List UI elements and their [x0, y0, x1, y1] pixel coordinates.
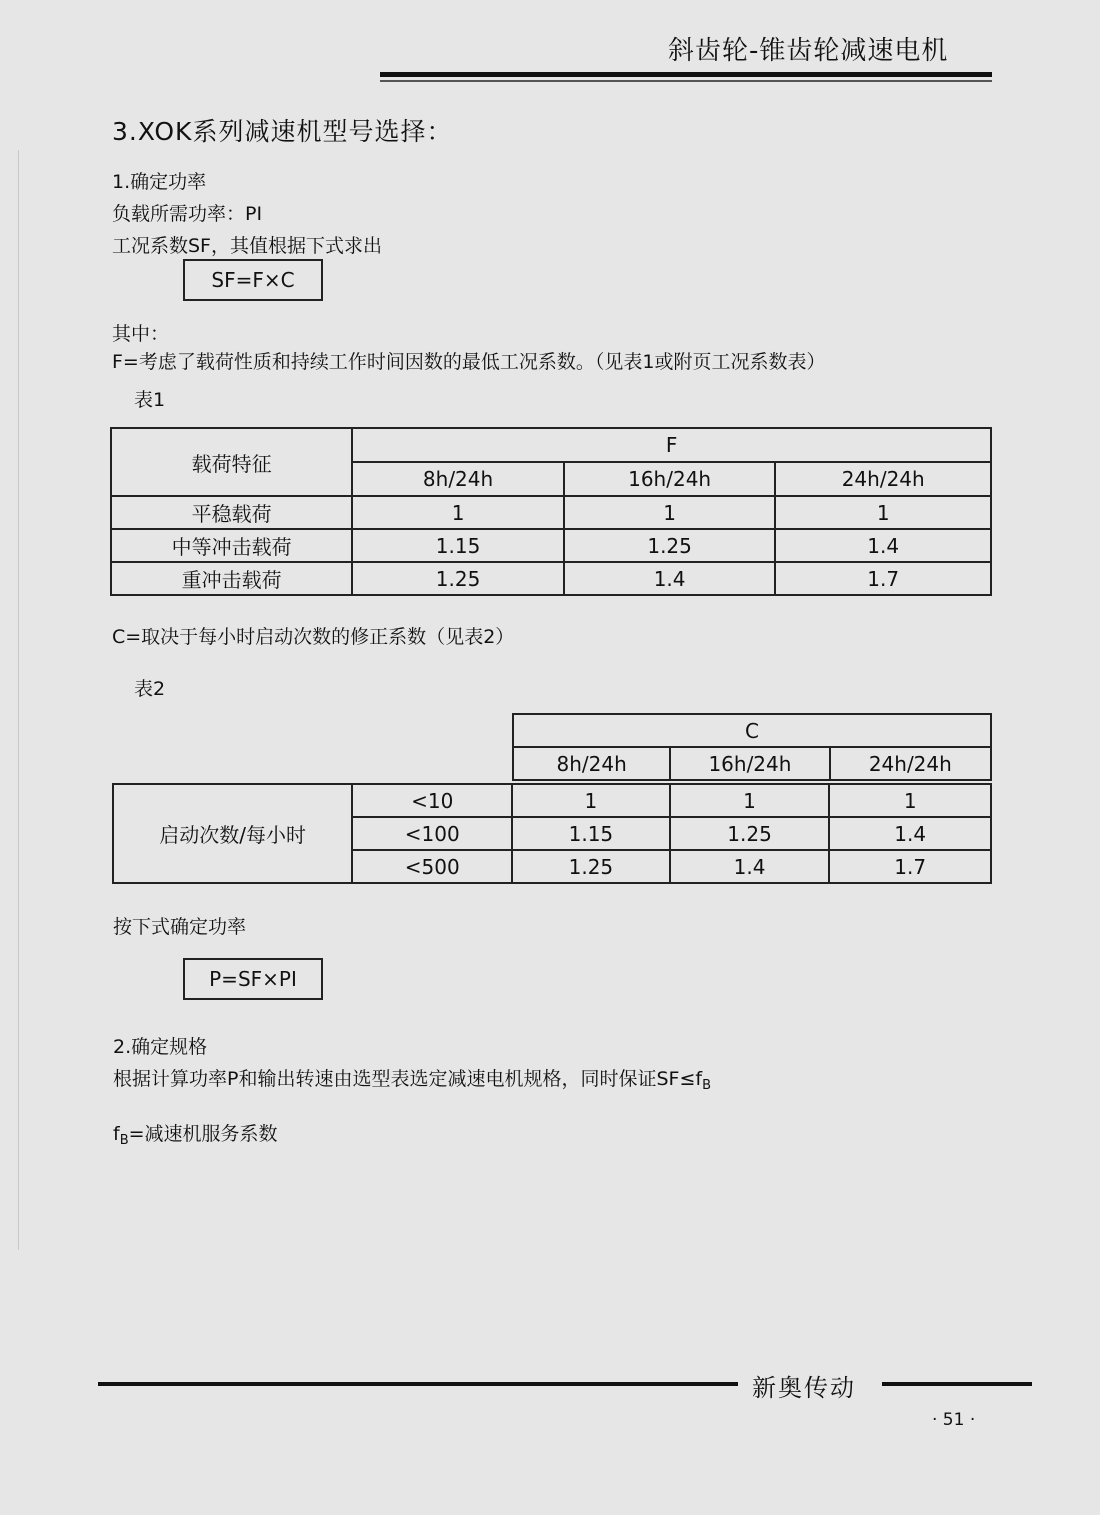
- footer-brand: 新奥传动: [752, 1374, 856, 1402]
- step2-heading: 2.确定规格: [113, 1036, 208, 1058]
- fb-subscript: B: [119, 1133, 129, 1148]
- sf-intro-text: 工况系数SF，其值根据下式求出: [112, 235, 382, 257]
- table2-body: [112, 783, 992, 884]
- f-description: F=考虑了载荷性质和持续工作时间因数的最低工况系数。（见表1或附页工况系数表）: [112, 351, 826, 373]
- table1-cell: 1: [352, 496, 564, 529]
- where-label: 其中：: [112, 323, 170, 345]
- table1-row-label: 平稳载荷: [111, 496, 352, 529]
- table2-cell: 1.25: [512, 850, 670, 883]
- page-number: · 51 ·: [932, 1410, 976, 1430]
- header-rule: [380, 72, 992, 77]
- table2-cell: 1.25: [670, 817, 830, 850]
- table2-cell: 1: [829, 784, 991, 817]
- table1-cell: 1.4: [564, 562, 776, 595]
- table2-row-label: <10: [352, 784, 512, 817]
- table1-cell: 1.25: [352, 562, 564, 595]
- table1-col-header: 8h/24h: [352, 462, 564, 496]
- power-rule-text: 按下式确定功率: [113, 916, 247, 938]
- table2-col-header: 8h/24h: [513, 747, 670, 780]
- table1-caption: 表1: [134, 389, 166, 411]
- table1-cell: 1.7: [775, 562, 991, 595]
- table2-cell: 1: [670, 784, 830, 817]
- table2-cell: 1: [512, 784, 670, 817]
- table1-cell: 1: [775, 496, 991, 529]
- step2-text: [113, 1064, 711, 1093]
- section-title: 3.XOK系列减速机型号选择：: [112, 117, 453, 146]
- table2-col-header: 16h/24h: [670, 747, 829, 780]
- power-formula-box: [183, 958, 323, 1000]
- step2-text-main: 根据计算功率P和输出转速由选型表选定减速电机规格，同时保证SF≤f: [113, 1068, 703, 1090]
- table2-header: [512, 713, 992, 781]
- table2-row-label: <100: [352, 817, 512, 850]
- table2-cell: 1.4: [670, 850, 830, 883]
- table2-caption: 表2: [134, 678, 166, 700]
- table1-row-label: 重冲击载荷: [111, 562, 352, 595]
- table2-cell: 1.7: [829, 850, 991, 883]
- power-formula: P=SF×PI: [209, 967, 297, 991]
- table2-cell: 1.15: [512, 817, 670, 850]
- table1-cell: 1.4: [775, 529, 991, 562]
- c-description: C=取决于每小时启动次数的修正系数（见表2）: [112, 626, 515, 648]
- step2-text-sub: B: [702, 1078, 711, 1093]
- scan-margin-line: [18, 150, 19, 1250]
- load-power-text: 负载所需功率：PI: [112, 203, 263, 225]
- table1-col-header: 16h/24h: [564, 462, 776, 496]
- table1-cell: 1.15: [352, 529, 564, 562]
- table1-group-header: F: [352, 428, 991, 462]
- table2-cell: 1.4: [829, 817, 991, 850]
- table1-cell: 1: [564, 496, 776, 529]
- table1-row-header: 载荷特征: [111, 428, 352, 496]
- table1: [110, 427, 992, 596]
- header-rule-thin: [380, 80, 992, 82]
- table2-row-header: 启动次数/每小时: [113, 784, 352, 883]
- header-title: 斜齿轮-锥齿轮减速电机: [668, 36, 949, 66]
- fb-definition: [113, 1119, 278, 1148]
- table1-row-label: 中等冲击载荷: [111, 529, 352, 562]
- fb-symbol: f: [113, 1123, 120, 1145]
- step1-heading: 1.确定功率: [112, 171, 207, 193]
- sf-formula: SF=F×C: [211, 268, 295, 292]
- sf-formula-box: [183, 259, 323, 301]
- table1-col-header: 24h/24h: [775, 462, 991, 496]
- fb-description: =减速机服务系数: [128, 1123, 278, 1145]
- table2-row-label: <500: [352, 850, 512, 883]
- footer-rule-right: [882, 1382, 1032, 1386]
- table1-cell: 1.25: [564, 529, 776, 562]
- table2-col-header: 24h/24h: [830, 747, 991, 780]
- table2-group-header: C: [513, 714, 991, 747]
- footer-rule-left: [98, 1382, 738, 1386]
